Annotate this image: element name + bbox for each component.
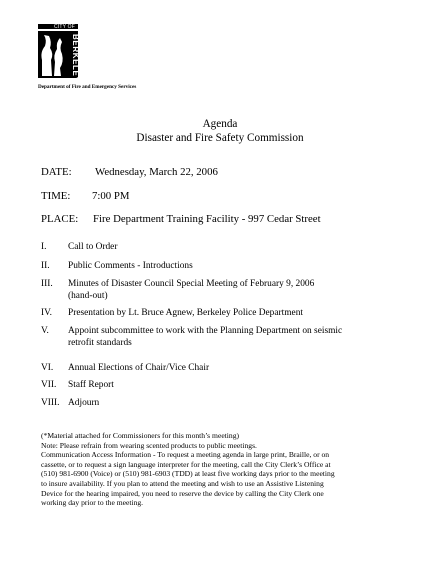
logo-vertical-text: BERKELEY: [71, 34, 80, 83]
item-number: VII.: [41, 380, 57, 390]
date-row: [41, 166, 218, 178]
note-line: to insure availability. If you plan to attend the meeting and wish to use an Assistive Listening: [41, 478, 324, 488]
note-line: Note: Please refrain from wearing scented products to public meetings.: [41, 440, 257, 450]
place-label: PLACE:: [41, 213, 79, 225]
item-text: Appoint subcommittee to work with the Planning Department on seismic: [68, 326, 343, 336]
time-row: [41, 190, 130, 202]
item-number: III.: [41, 279, 53, 289]
item-number: II.: [41, 261, 50, 271]
item-number: V.: [41, 326, 49, 336]
agenda-title: Agenda: [202, 118, 238, 130]
department-name: Department of Fire and Emergency Services: [38, 84, 137, 90]
item-text: Call to Order: [68, 242, 118, 252]
note-line: Device for the hearing impaired, you need to reserve the device by calling the City Clerk one: [41, 488, 324, 498]
footer-notes: [41, 431, 401, 508]
item-text: Staff Report: [68, 380, 114, 390]
item-text: Public Comments - Introductions: [68, 261, 193, 271]
note-line: (510) 981-6900 (Voice) or (510) 981-6903 (TDD) at least five working days prior to the meeting: [41, 469, 335, 479]
date-value: Wednesday, March 22, 2006: [95, 166, 218, 178]
item-text: Annual Elections of Chair/Vice Chair: [68, 363, 210, 373]
time-label: TIME:: [41, 190, 71, 202]
item-text: Minutes of Disaster Council Special Meeting of February 9, 2006: [68, 279, 315, 289]
date-label: DATE:: [41, 166, 72, 178]
item-text-continued: (hand-out): [68, 291, 108, 301]
item-number: VI.: [41, 363, 54, 373]
item-text: Presentation by Lt. Bruce Agnew, Berkeley Police Department: [68, 308, 304, 318]
place-value: Fire Department Training Facility - 997 Cedar Street: [93, 213, 321, 225]
silhouette-icon: [38, 30, 68, 78]
commission-title: Disaster and Fire Safety Commission: [136, 132, 304, 144]
item-number: VIII.: [41, 398, 60, 408]
place-row: [41, 213, 321, 225]
item-number: IV.: [41, 308, 53, 318]
item-text: Adjourn: [68, 398, 100, 408]
note-line: working day prior to the meeting.: [41, 498, 144, 508]
item-number: I.: [41, 242, 47, 252]
note-line: cassette, or to request a sign language interpreter for the meeting, call the City Clerk’s Office at: [41, 459, 331, 469]
note-line: (*Material attached for Commissioners for this month’s meeting): [41, 431, 240, 440]
time-value: 7:00 PM: [92, 190, 130, 202]
city-logo: [38, 24, 80, 83]
item-text-continued: retrofit standards: [68, 338, 132, 348]
logo-small-text: CITY OF: [53, 24, 75, 30]
note-line: Communication Access Information - To request a meeting agenda in large print, Braille, or on: [41, 450, 330, 460]
